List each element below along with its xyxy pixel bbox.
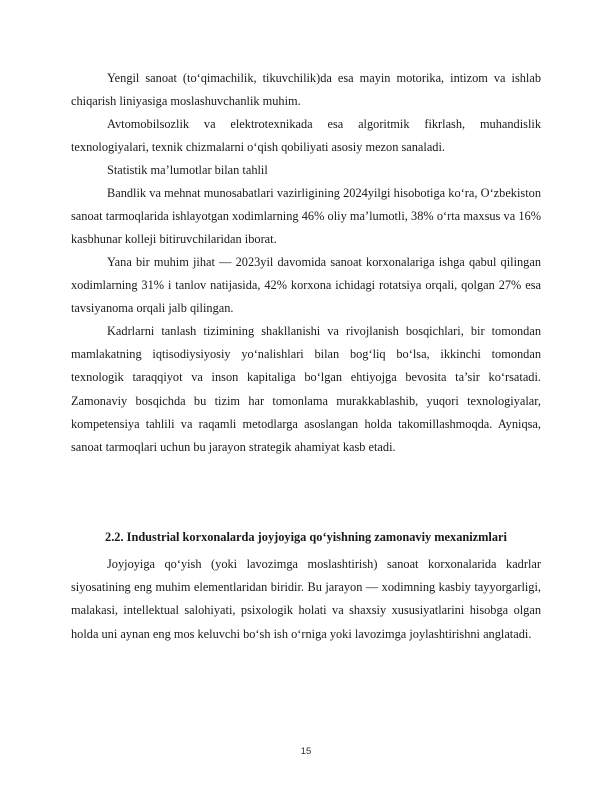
paragraph-statistics-title: Statistik ma’lumotlar bilan tahlil [107, 163, 268, 177]
paragraph-automotive: Avtomobilsozlik va elektrotexnikada esa algoritmik fikrlash, muhandislik texnologiyalari, texnik chizmalarni o‘qish qobiliyati asosiy mezon sanaladi. [71, 117, 541, 155]
paragraph-hiring-stats: Yana bir muhim jihat — 2023yil davomida sanoat korxonalariga ishga qabul qilingan xodimlarning 31% i tanlov natijasida, 42% korxona ichidagi rotatsiya orqali, qolgan 27% esa tavsiyanoma orqali jalb qilingan. [71, 255, 541, 316]
page-number: 15 [300, 746, 312, 757]
paragraph-light-industry: Yengil sanoat (to‘qimachilik, tikuvchilik)da esa mayin motorika, intizom va ishlab chiqarish liniyasiga moslashuvchanlik muhim. [71, 71, 541, 109]
section-heading: 2.2. Industrial korxonalarda joyjoyiga qo‘yishning zamonaviy mexanizmlari [105, 530, 507, 544]
paragraph-employment-stats: Bandlik va mehnat munosabatlari vazirligining 2024yilgi hisobotiga ko‘ra, O‘zbekiston sanoat tarmoqlarida ishlayotgan xodimlarning 46% oliy ma’lumotli, 38% o‘rta maxsus va 16% kasbhunar kolleji bitiruvchilaridan iborat. [71, 186, 541, 247]
paragraph-selection-system: Kadrlarni tanlash tizimining shakllanishi va rivojlanish bosqichlari, bir tomondan mamlakatning iqtisodiysiyosiy yo‘nalishlari bilan bog‘liq bo‘lsa, ikkinchi tomondan texnologik taraqqiyot va inson kapitaliga bo‘lgan ehtiyojga bevosita ta’sir ko‘rsatadi. Zamonaviy bosqichda bu tizim har tomonlama murakkablashib, yuqori texnologiyalar, kompetensiya tahlili va raqamli metodlarga asoslangan holda takomillashmoqda. Ayniqsa, sanoat tarmoqlari uchun bu jarayon strategik ahamiyat kasb etadi. [71, 324, 541, 455]
paragraph-placement-definition: Joyjoyiga qo‘yish (yoki lavozimga moslashtirish) sanoat korxonalarida kadrlar siyosatining eng muhim elementlaridan biridir. Bu jarayon — xodimning kasbiy tayyorgarligi, malakasi, intellektual salohiyati, psixologik holati va shaxsiy xususiyatlarini hisobga olgan holda uni aynan eng mos keluvchi bo‘sh ish o‘rniga yoki lavozimga joylashtirishni anglatadi. [71, 557, 541, 641]
